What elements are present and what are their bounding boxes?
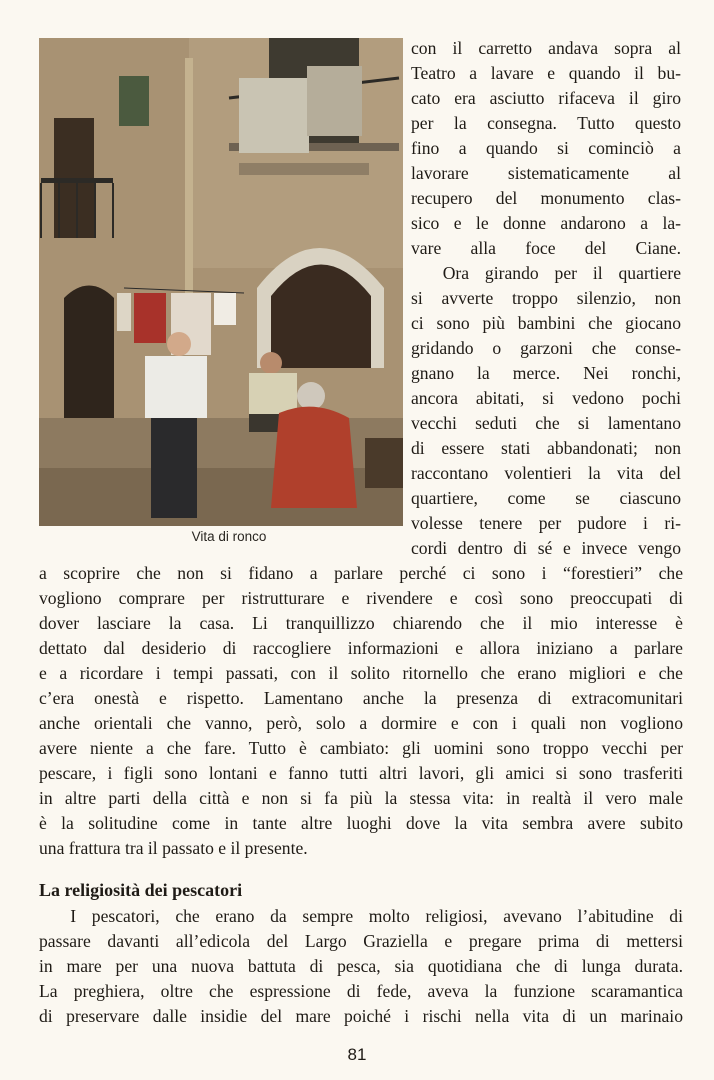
text-line: passare davanti all’edicola del Largo Graziella e pregare prima di mettersi: [39, 931, 683, 951]
photo-caption: Vita di ronco: [191, 529, 267, 544]
text-line: Ora girando per il quartiere: [411, 263, 681, 283]
section-heading: La religiosità dei pescatori: [39, 880, 243, 900]
text-line: a scoprire che non si fidano a parlare perché ci sono i “forestieri” che: [39, 563, 683, 583]
text-line: dettato dal desiderio di raccogliere informazioni e allora iniziano a parlare: [39, 638, 683, 658]
text-line: vogliono comprare per ristrutturare e rivendere e così sono preoccupati di: [39, 588, 683, 608]
courtyard-photo-illustration: [39, 38, 403, 526]
text-line: quartiere, come se ciascuno: [411, 488, 681, 508]
text-line: gridando o garzoni che conse-: [411, 338, 681, 358]
text-line: avere niente a che fare. Tutto è cambiato: gli uomini sono troppo vecchi per: [39, 738, 683, 758]
text-line: con il carretto andava sopra al: [411, 38, 681, 58]
text-line: in altre parti della città e non si fa più la stessa vita: in realtà il vero male: [39, 788, 683, 808]
text-line: una frattura tra il passato e il presente.: [39, 838, 308, 858]
text-line: sico e le donne andarono a la-: [411, 213, 681, 233]
text-line: lavorare sistematicamente al: [411, 163, 681, 183]
text-line: ci sono più bambini che giocano: [411, 313, 681, 333]
text-line: per la consegna. Tutto questo: [411, 113, 681, 133]
text-line: pescare, i figli sono lontani e fanno tutti altri lavori, gli amici si sono trasferiti: [39, 763, 683, 783]
text-line: vecchi seduti che si lamentano: [411, 413, 681, 433]
text-line: di essere stati abbandonati; non: [411, 438, 681, 458]
text-line: La preghiera, oltre che espressione di fede, aveva la funzione scaramantica: [39, 981, 683, 1001]
page-number: 81: [347, 1045, 367, 1064]
text-line: volesse tenere per pudore i ri-: [411, 513, 681, 533]
text-line: è la solitudine come in tante altre luoghi dove la vita sembra avere subito: [39, 813, 683, 833]
text-line: si avverte troppo silenzio, non: [411, 288, 681, 308]
text-line: vare alla foce del Ciane.: [411, 238, 681, 258]
text-line: c’era onestà e rispetto. Lamentano anche la presenza di extracomunitari: [39, 688, 683, 708]
text-line: gnano la merce. Nei ronchi,: [411, 363, 681, 383]
text-line: cordi dentro di sé e invece vengo: [411, 538, 681, 558]
text-line: fino a quando si cominciò a: [411, 138, 681, 158]
text-line: di preservare dalle insidie del mare poiché i rischi nella vita di un marinaio: [39, 1006, 683, 1026]
photo-vita-di-ronco: [39, 38, 403, 526]
text-line: e a ricordare i tempi passati, con il solito ritornello che erano migliori e che: [39, 663, 683, 683]
text-line: recupero del monumento clas-: [411, 188, 681, 208]
text-line: cato era asciutto rifaceva il giro: [411, 88, 681, 108]
text-line: in mare per una nuova battuta di pesca, sia quotidiana che di lunga durata.: [39, 956, 683, 976]
text-line: dover lasciare la casa. Li tranquillizzo chiarendo che il mio interesse è: [39, 613, 683, 633]
text-line: raccontano volentieri la vita del: [411, 463, 681, 483]
text-line: Teatro a lavare e quando il bu-: [411, 63, 681, 83]
text-line: ancora abitati, si vedono pochi: [411, 388, 681, 408]
text-line: anche orientali che vanno, però, solo a dormire e con i quali non vogliono: [39, 713, 683, 733]
text-line: I pescatori, che erano da sempre molto religiosi, avevano l’abitudine di: [39, 906, 683, 926]
